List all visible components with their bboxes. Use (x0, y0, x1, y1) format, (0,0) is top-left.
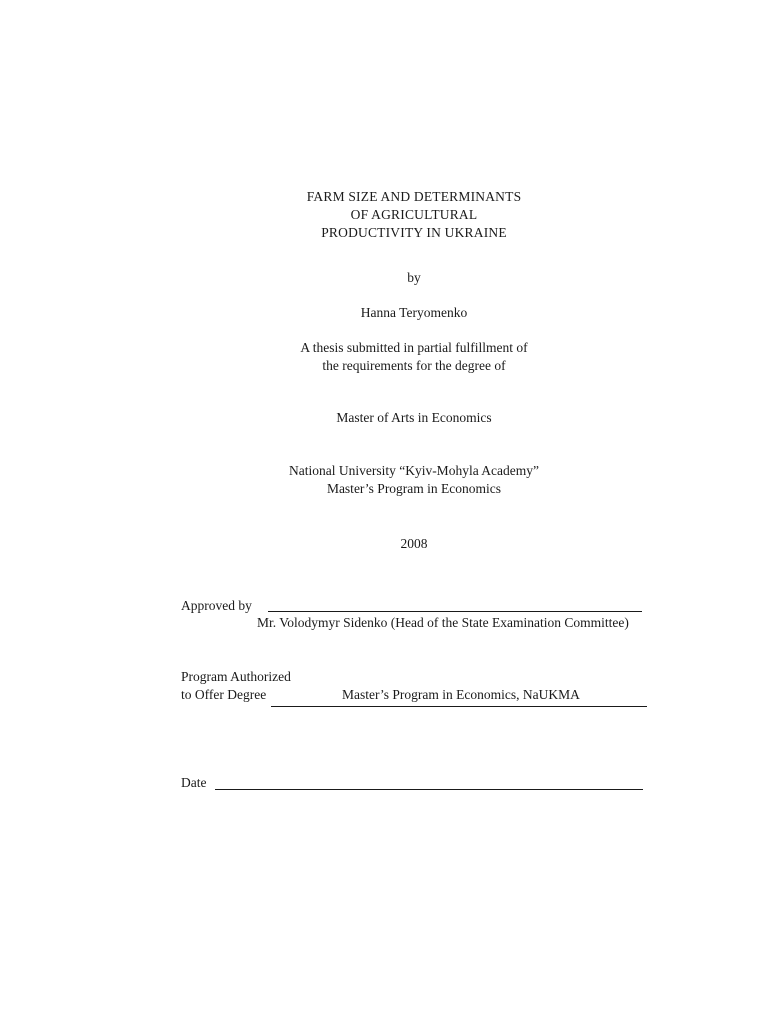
title-line: PRODUCTIVITY IN UKRAINE (321, 225, 507, 240)
institution-line: Master’s Program in Economics (326, 481, 502, 496)
date-label: Date (181, 775, 207, 790)
title-line: OF AGRICULTURAL (350, 207, 478, 222)
date-signature-line (215, 789, 643, 790)
author-name: Hanna Teryomenko (360, 305, 468, 320)
program-label-line: Program Authorized (181, 669, 291, 684)
institution (164, 462, 664, 498)
degree-name: Master of Arts in Economics (336, 410, 492, 425)
submission-statement (164, 339, 664, 375)
thesis-title (164, 188, 664, 242)
program-label-line: to Offer Degree (181, 687, 267, 702)
program-value (271, 686, 647, 707)
submission-line: the requirements for the degree of (322, 358, 506, 373)
approved-by-label: Approved by (181, 598, 252, 613)
approver-name: Mr. Volodymyr Sidenko (Head of the State Examination Committee) (257, 615, 629, 630)
year: 2008 (400, 536, 428, 551)
program-value-text: Master’s Program in Economics, NaUKMA (342, 687, 580, 702)
institution-line: National University “Kyiv-Mohyla Academy” (288, 463, 540, 478)
submission-line: A thesis submitted in partial fulfillment of (300, 340, 528, 355)
approval-signature-line (268, 611, 642, 612)
title-line: FARM SIZE AND DETERMINANTS (306, 189, 522, 204)
by-text: by (407, 270, 421, 285)
